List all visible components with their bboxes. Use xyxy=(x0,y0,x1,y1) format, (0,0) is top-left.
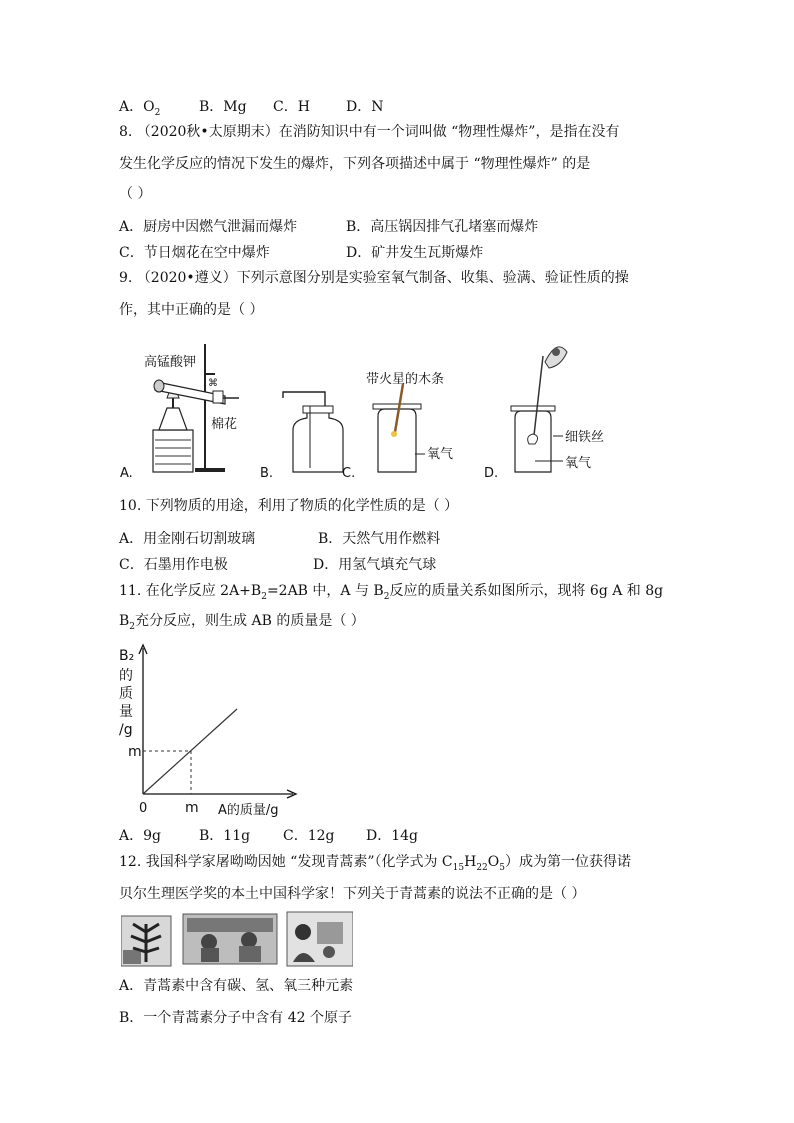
q7-option-a: A．$O_2$ xyxy=(119,99,161,118)
label-oxygen-d: 氧气 xyxy=(565,456,592,471)
option-label-d: D. xyxy=(484,466,499,481)
q7-option-d: D．N xyxy=(346,99,384,115)
option-label-b: B. xyxy=(260,466,274,481)
q9-stem-line2: 作，其中正确的是（ ） xyxy=(119,302,264,318)
label-oxygen-c: 氧气 xyxy=(427,447,454,462)
q11-stem-line2: $B_2$充分反应，则生成 AB 的质量是（ ） xyxy=(119,613,365,632)
svg-text:⌘: ⌘ xyxy=(208,378,218,389)
q8-option-a: A．厨房中因燃气泄漏而爆炸 xyxy=(119,219,298,235)
tick-m-x: m xyxy=(185,800,199,816)
q10-option-c: C．石墨用作电极 xyxy=(119,557,228,573)
q10-option-b: B．天然气用作燃料 xyxy=(318,531,441,547)
q8-stem-line2: 发生化学反应的情况下发生的爆炸，下列各项描述中属于 “物理性爆炸” 的是 xyxy=(119,156,591,172)
q8-option-c: C．节日烟花在空中爆炸 xyxy=(119,245,270,261)
option-label-c: C. xyxy=(342,466,356,481)
q12-stem-line2: 贝尔生理医学奖的本土中国科学家！下列关于青蒿素的说法不正确的是（ ） xyxy=(119,886,586,902)
q11-mass-graph xyxy=(115,642,300,822)
svg-text:量: 量 xyxy=(119,704,133,720)
q12-option-b: B．一个青蒿素分子中含有 42 个原子 xyxy=(119,1010,353,1026)
q8-option-d: D．矿井发生瓦斯爆炸 xyxy=(346,245,484,261)
svg-text:质: 质 xyxy=(119,686,133,702)
origin-label: 0 xyxy=(139,801,148,816)
svg-text:/g: /g xyxy=(119,722,133,738)
q8-option-b: B．高压锅因排气孔堵塞而爆炸 xyxy=(346,219,539,235)
graph-y-label xyxy=(119,648,134,738)
q8-stem-line1: 8. （2020秋•太原期末）在消防知识中有一个词叫做 “物理性爆炸”，是指在没有 xyxy=(119,124,620,140)
q11-stem-line1: 11. 在化学反应 $2A+B_2=2AB$ 中，A 与 $B_2$反应的质量关系如图所示，现将 6g A 和 8g xyxy=(119,583,664,602)
photo-lab xyxy=(183,914,277,964)
q11-option-a: A．9g xyxy=(119,828,161,844)
label-cotton: 棉花 xyxy=(211,417,238,432)
apparatus-d-iron-wire xyxy=(484,347,604,481)
apparatus-a-heating xyxy=(120,344,239,481)
q10-option-d: D．用氢气填充气球 xyxy=(313,557,437,573)
x-axis-label: A的质量/g xyxy=(218,803,279,818)
q9-apparatus-figure xyxy=(115,336,625,486)
apparatus-b-collection xyxy=(260,392,343,481)
q7-option-b: B．Mg xyxy=(199,99,247,115)
q10-option-a: A．用金刚石切割玻璃 xyxy=(119,531,256,547)
q7-option-c: C．H xyxy=(273,99,310,115)
tick-m-y: m xyxy=(128,744,142,760)
q12-option-a: A．青蒿素中含有碳、氢、氧三种元素 xyxy=(119,978,354,994)
label-splint: 带火星的木条 xyxy=(366,372,445,387)
q9-stem-line1: 9. （2020•遵义）下列示意图分别是实验室氧气制备、收集、验满、验证性质的操 xyxy=(119,270,629,286)
q10-stem: 10. 下列物质的用途，利用了物质的化学性质的是（ ） xyxy=(119,498,459,514)
svg-text:的: 的 xyxy=(119,668,133,684)
photo-scientist xyxy=(287,912,353,966)
apparatus-c-test xyxy=(342,371,453,481)
q11-option-d: D．14g xyxy=(366,828,419,844)
svg-text:B₂: B₂ xyxy=(119,648,135,664)
photo-plant xyxy=(121,916,171,966)
q8-answer-blank: （ ） xyxy=(119,186,152,202)
q12-stem-line1: 12. 我国科学家屠呦呦因她 “发现青蒿素”（化学式为 $C_{15}H_{22}O_5$）成为第一位获得诺 xyxy=(119,854,631,873)
q12-photo-strip xyxy=(121,910,353,968)
q11-option-b: B．11g xyxy=(199,828,251,844)
label-iron-wire: 细铁丝 xyxy=(565,430,605,445)
q11-option-c: C．12g xyxy=(283,828,335,844)
option-label-a: A. xyxy=(120,466,133,481)
label-kmno4: 高锰酸钾 xyxy=(144,355,197,370)
